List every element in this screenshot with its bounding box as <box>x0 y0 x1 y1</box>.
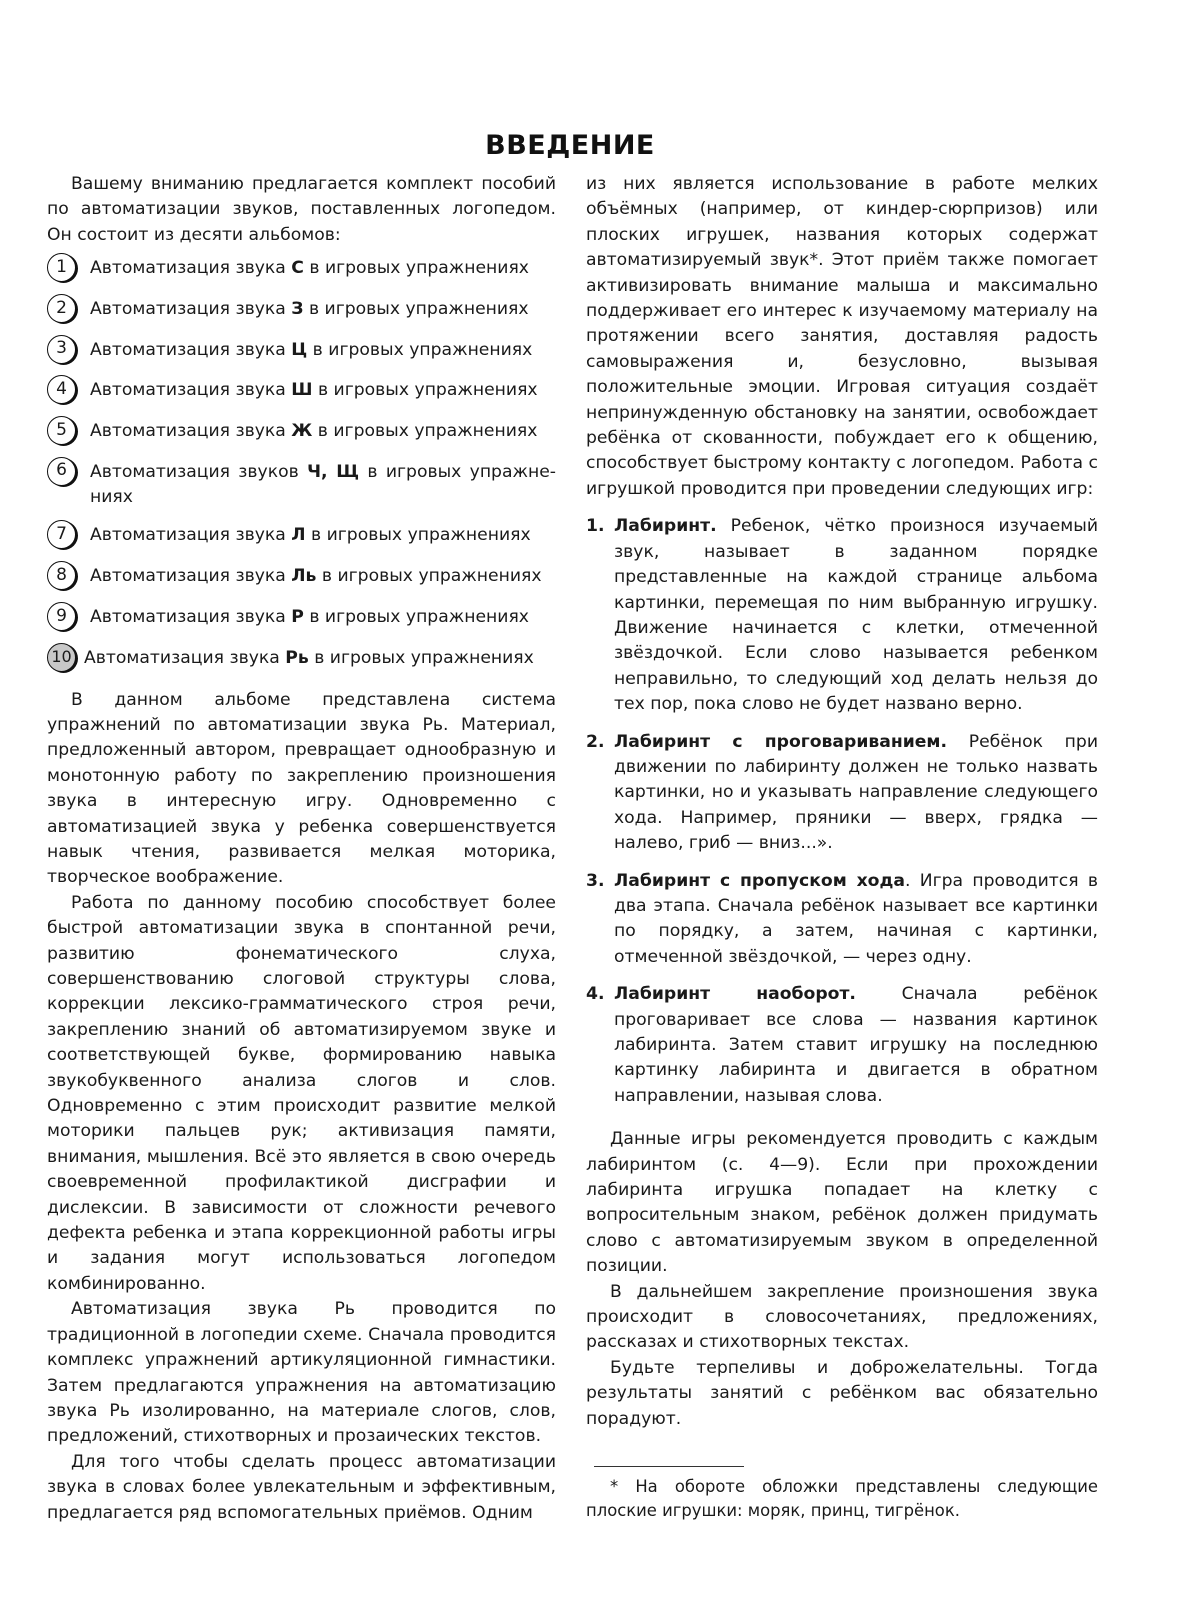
games-list <box>586 514 1098 1109</box>
circled-number-icon: 9 <box>47 602 76 631</box>
game-description: Ребёнок при движении по лабиринту должен не только назвать картинки, но и указывать направление следующего хода. Например, пряники — вверх, грядка — налево, гриб — вниз...». <box>614 731 1098 854</box>
intro-paragraph: Вашему вниманию предлагается комплект пособий по автоматизации звуков, поставленных логопедом. Он состоит из десяти альбомов: <box>47 174 556 245</box>
body-paragraph: Данные игры рекомендуется проводить с каждым лабиринтом (с. 4—9). Если при прохождении лабиринта игрушка попадает на клетку с вопросительным знаком, ребёнок должен придумать слово с автоматизируемым звуком в определенной позиции. <box>586 1129 1098 1277</box>
album-item-10 <box>47 646 556 672</box>
footnote-divider <box>594 1466 744 1467</box>
body-paragraph: Для того чтобы сделать процесс автоматизации звука в словах более увлекательным и эффективным, предлагается ряд вспомогательных приёмов. Одним <box>47 1451 556 1523</box>
album-title-prefix: Автоматизация звука <box>90 420 292 441</box>
album-title-prefix: Автоматизация звука <box>90 298 292 319</box>
game-title: Лабиринт с проговариванием. <box>614 731 947 752</box>
album-title-prefix: Автоматизация звука <box>84 647 286 668</box>
album-title-prefix: Автоматизация звука <box>90 339 292 360</box>
right-column <box>586 172 1098 1523</box>
album-sound: Ш <box>291 380 313 401</box>
album-sound: С <box>291 258 304 279</box>
page-title: ВВЕДЕНИЕ <box>485 130 655 162</box>
game-number: 4. <box>586 984 605 1005</box>
album-title-suffix: в игровых упражнениях <box>307 339 533 360</box>
game-description: . Игра проводится в два этапа. Сначала ребёнок называет все картинки по порядку, а затем, начиная с картинки, отмеченной звёздочкой, — через одну. <box>614 870 1098 967</box>
body-paragraph: В данном альбоме представлена система упражнений по автоматизации звука Рь. Материал, предложенный автором, превращает однообразную и монотонную работу по закреплению произношения звука в интересную игру. Одновременно с автоматизацией звука у ребенка совершенствуется навык чтения, развивается мелкая моторика, творческое воображение. <box>47 689 556 888</box>
album-item-3 <box>47 338 556 364</box>
game-item-1 <box>586 514 1098 717</box>
body-paragraph: Автоматизация звука Рь проводится по традиционной в логопедии схеме. Сначала проводится комплекс упражнений артикуляционной гимнастики. Затем предлагаются упражнения на автоматизацию звука Рь изолированно, на материале слогов, слов, предложений, стихотворных и прозаических текстов. <box>47 1299 556 1447</box>
game-description: Ребенок, чётко произнося изучаемый звук, называет в заданном порядке представленные на каждой странице альбома картинки, перемещая по ним выбранную игрушку. Движение начинается с клетки, отмеченной звёздочкой. Если слово называется ребенком неправильно, то следующий ход делать нельзя до тех пор, пока слово не будет названо верно. <box>614 516 1098 715</box>
game-title: Лабиринт наоборот. <box>614 984 856 1005</box>
album-title-suffix: в игровых упражнениях <box>312 380 538 401</box>
footnote: * На обороте обложки представлены следующие плоские игрушки: моряк, принц, тигрёнок. <box>586 1477 1098 1521</box>
album-title-suffix: в игровых упражнениях <box>303 606 529 627</box>
album-sound: Л <box>291 525 306 546</box>
album-item-1 <box>47 256 556 282</box>
game-number: 2. <box>586 731 605 752</box>
game-item-3 <box>586 869 1098 971</box>
album-item-6 <box>47 460 556 511</box>
album-title-prefix: Автоматизация звука <box>90 566 292 587</box>
album-title-suffix: в игровых упражнениях <box>303 258 529 279</box>
album-title-prefix: Автоматизация звука <box>90 258 292 279</box>
circled-number-highlighted-icon: 10 <box>47 643 76 672</box>
album-title-suffix: в игровых упражнениях <box>308 647 534 668</box>
body-paragraph: В дальнейшем закрепление произношения звука происходит в словосочетаниях, предложениях, рассказах и стихотворных текстах. <box>586 1281 1098 1353</box>
circled-number-icon: 1 <box>47 253 76 282</box>
continuation-paragraph: из них является использование в работе мелких объёмных (например, от киндер-сюрпризов) или плоских игрушек, названия которых содержат автоматизируемый звук*. Этот приём также помогает активизировать внимание малыша и максимально поддерживает его интерес к изучаемому материалу на протяжении всего занятия, доставляя радость самовыражения и, безусловно, вызывая положительные эмоции. Игровая ситуация создаёт непринужденную обстановку на занятии, освобождает ребёнка от скованности, побуждает его к общению, способствует быстрому контакту с логопедом. Работа с игрушкой проводится при проведении следующих игр: <box>586 174 1098 499</box>
album-sound: Ль <box>291 566 317 587</box>
game-title: Лабиринт. <box>614 516 717 537</box>
circled-number-icon: 4 <box>47 375 76 404</box>
game-number: 1. <box>586 516 605 537</box>
circled-number-icon: 3 <box>47 335 76 364</box>
game-description: Сначала ребёнок проговаривает все слова — названия картинок лабиринта. Затем ставит игрушку на последнюю картинку лабиринта и двигается в обратном направлении, называя слова. <box>614 984 1098 1106</box>
circled-number-icon: 5 <box>47 416 76 445</box>
album-sound: Р <box>291 606 304 627</box>
body-paragraph: Работа по данному пособию способствует более быстрой автоматизации звука в спонтанной речи, развитию фонематического слуха, совершенствованию слоговой структуры слова, коррекции лексико-грамматического строя речи, закреплению знаний об автоматизируемом звуке и соответствующей букве, формированию навыка звукобуквенного анализа слогов и слов. Одновременно с этим происходит развитие мелкой моторики пальцев рук; активизация памяти, внимания, мышления. Всё это является в свою очередь своевременной профилактикой дисграфии и дислексии. В зависимости от сложности речевого дефекта ребенка и этапа коррекционной работы игры и задания могут использоваться логопедом комбинированно. <box>47 892 556 1294</box>
left-column <box>47 172 556 1526</box>
circled-number-icon: 7 <box>47 520 76 549</box>
album-item-7 <box>47 523 556 549</box>
album-sound: Ж <box>291 420 313 441</box>
game-item-4 <box>586 982 1098 1109</box>
circled-number-icon: 6 <box>47 457 76 486</box>
album-item-2 <box>47 297 556 323</box>
album-sound: З <box>291 298 304 319</box>
album-sound: Ц <box>291 339 308 360</box>
album-title-suffix: в игровых упражнениях <box>305 525 531 546</box>
album-item-5 <box>47 419 556 445</box>
album-item-8 <box>47 564 556 590</box>
album-title-suffix: в игровых упражнениях <box>303 298 529 319</box>
album-title-prefix: Автоматизация звуков <box>90 461 308 482</box>
album-title-suffix: в игровых упражнениях <box>316 566 542 587</box>
circled-number-icon: 8 <box>47 561 76 590</box>
album-title-prefix: Автоматизация звука <box>90 525 292 546</box>
album-title-prefix: Автоматизация звука <box>90 380 292 401</box>
game-title: Лабиринт с пропуском хода <box>614 870 905 891</box>
album-sound: Ч, Щ <box>307 461 360 482</box>
album-title-suffix: в игровых упражнениях <box>312 420 538 441</box>
album-sound: Рь <box>285 647 309 668</box>
game-item-2 <box>586 730 1098 857</box>
body-paragraph: Будьте терпеливы и доброжелательны. Тогда результаты занятий с ребёнком вас обязательно порадуют. <box>586 1357 1098 1429</box>
circled-number-icon: 2 <box>47 294 76 323</box>
album-title-suffix: в игровых упражне-ниях <box>90 461 556 508</box>
album-list <box>47 256 556 671</box>
game-number: 3. <box>586 870 605 891</box>
album-title-prefix: Автоматизация звука <box>90 606 292 627</box>
album-item-4 <box>47 378 556 404</box>
album-item-9 <box>47 605 556 631</box>
